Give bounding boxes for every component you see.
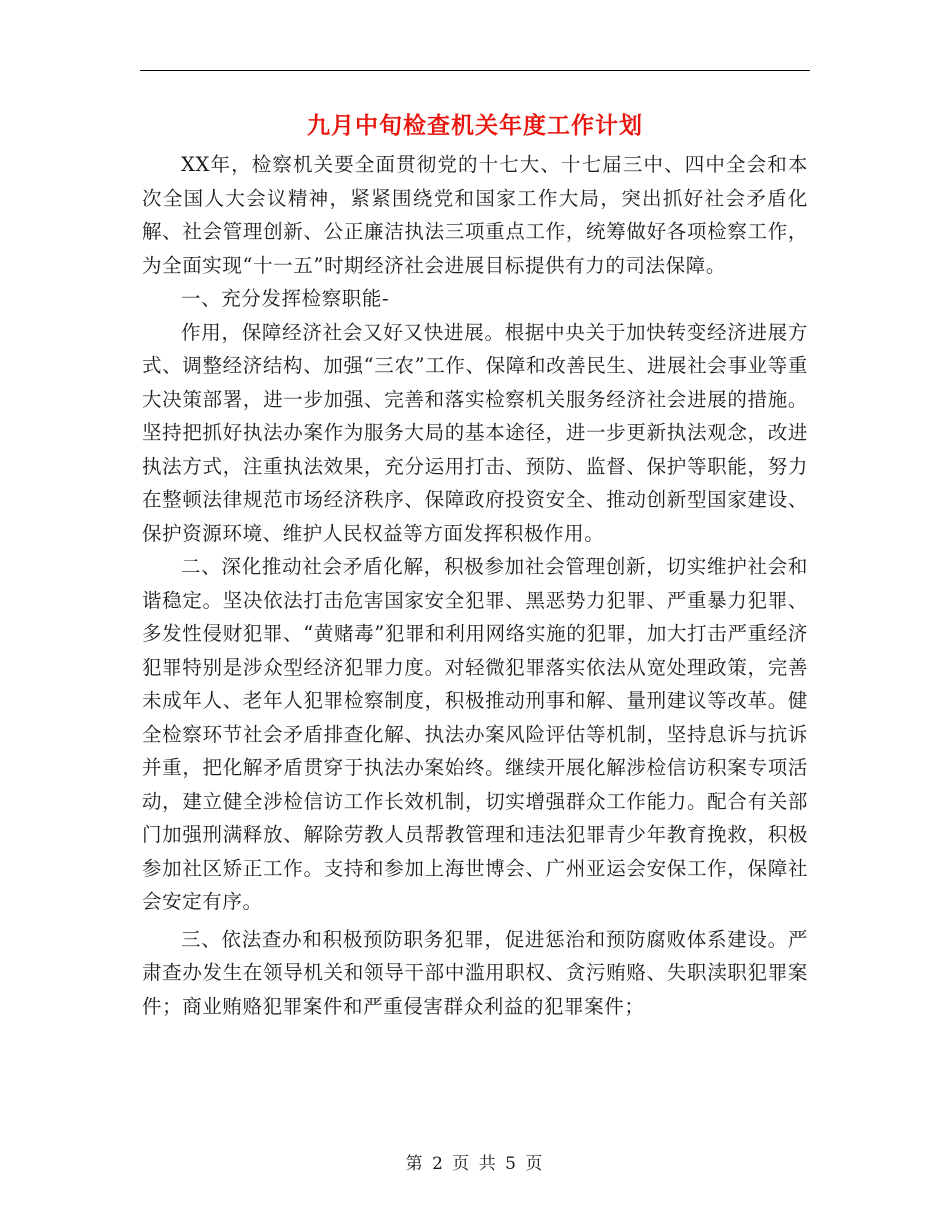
- paragraph-section-3: 三、依法查办和积极预防职务犯罪，促进惩治和预防腐败体系建设。严肃查办发生在领导机关和领导干部中滥用职权、贪污贿赂、失职渎职犯罪案件；商业贿赂犯罪案件和严重侵害群众利益的犯罪案件；: [142, 927, 808, 1018]
- paragraph-section-1-heading: 一、充分发挥检察职能-: [181, 287, 390, 310]
- document-body: [142, 148, 808, 1023]
- document-title: 九月中旬检查机关年度工作计划: [307, 113, 643, 139]
- page-number-footer: 第 2 页 共 5 页: [405, 1154, 545, 1174]
- header-rule: [140, 70, 810, 71]
- paragraph-section-1-body: 作用，保障经济社会又好又快进展。根据中央关于加快转变经济进展方式、调整经济结构、加强“三农”工作、保障和改善民生、进展社会事业等重大决策部署，进一步加强、完善和落实检察机关服务经济社会进展的措施。坚持把抓好执法办案作为服务大局的基本途径，进一步更新执法观念，改进执法方式，注重执法效果，充分运用打击、预防、监督、保护等职能，努力在整顿法律规范市场经济秩序、保障政府投资安全、推动创新型国家建设、保护资源环境、维护人民权益等方面发挥积极作用。: [142, 320, 808, 545]
- paragraph-intro: XX年，检察机关要全面贯彻党的十七大、十七届三中、四中全会和本次全国人大会议精神，紧紧围绕党和国家工作大局，突出抓好社会矛盾化解、社会管理创新、公正廉洁执法三项重点工作，统筹做好各项检察工作，为全面实现“十一五”时期经济社会进展目标提供有力的司法保障。: [142, 153, 808, 277]
- paragraph-section-2: 二、深化推动社会矛盾化解，积极参加社会管理创新，切实维护社会和谐稳定。坚决依法打击危害国家安全犯罪、黑恶势力犯罪、严重暴力犯罪、多发性侵财犯罪、“黄赌毒”犯罪和利用网络实施的犯罪，加大打击严重经济犯罪特别是涉众型经济犯罪力度。对轻微犯罪落实依法从宽处理政策，完善未成年人、老年人犯罪检察制度，积极推动刑事和解、量刑建议等改革。健全检察环节社会矛盾排查化解、执法办案风险评估等机制，坚持息诉与抗诉并重，把化解矛盾贯穿于执法办案始终。继续开展化解涉检信访积案专项活动，建立健全涉检信访工作长效机制，切实增强群众工作能力。配合有关部门加强刑满释放、解除劳教人员帮教管理和违法犯罪青少年教育挽救，积极参加社区矫正工作。支持和参加上海世博会、广州亚运会安保工作，保障社会安定有序。: [142, 555, 808, 913]
